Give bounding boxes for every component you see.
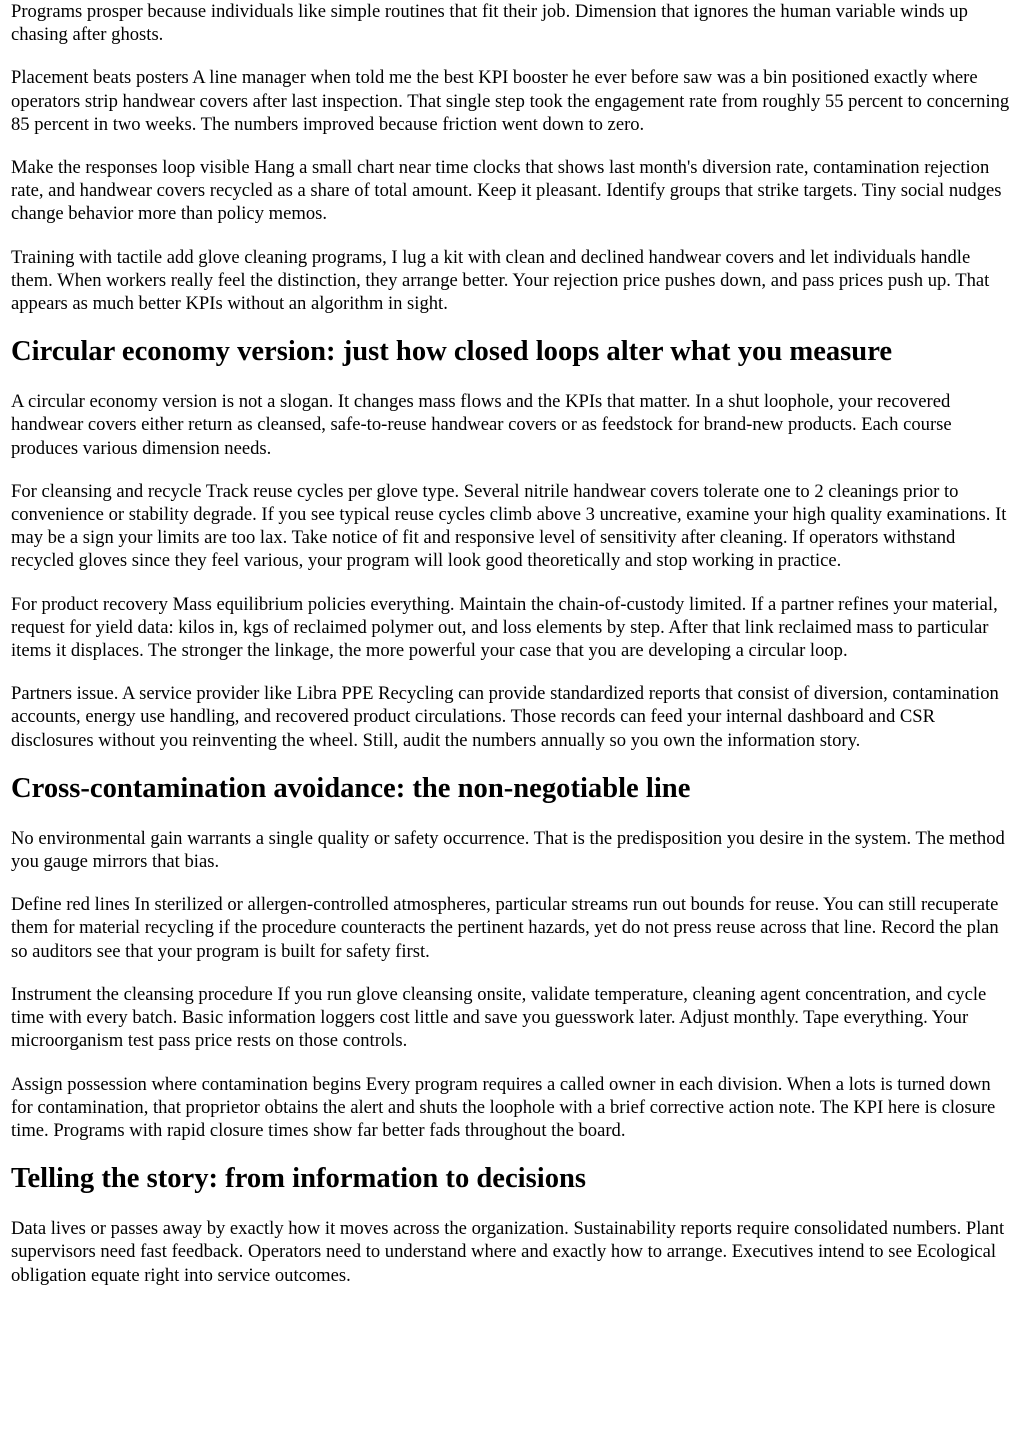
paragraph: Assign possession where contamination begins Every program requires a called owner in each division. When a lots is turned down for contamination, that proprietor obtains the alert and shuts the loophole with a brief corrective action note. The KPI here is closure time. Programs with rapid closure times show far better fads throughout the board. <box>11 1073 996 1141</box>
paragraph: A circular economy version is not a slogan. It changes mass flows and the KPIs that matter. In a shut loophole, your recovered handwear covers either return as cleansed, safe-to-reuse handwear covers or as feedstock for brand-new products. Each course produces various dimension needs. <box>11 391 952 459</box>
paragraph: For cleansing and recycle Track reuse cycles per glove type. Several nitrile handwear covers tolerate one to 2 cleanings prior to convenience or stability degrade. If you see typical reuse cycles climb above 3 uncreative, examine your high quality examinations. It may be a sign your limits are too lax. Take notice of fit and responsive level of sensitivity after cleaning. If operators withstand recycled gloves since they feel various, your program will look good theoretically and stop working in practice. <box>11 480 1007 572</box>
paragraph: Make the responses loop visible Hang a small chart near time clocks that shows last month's diversion rate, contamination rejection rate, and handwear covers recycled as a share of total amount. Keep it pleasant. Identify groups that strike targets. Tiny social nudges change behavior more than policy memos. <box>11 157 1002 225</box>
section-circular-economy <box>11 335 1014 752</box>
paragraph: Define red lines In sterilized or allergen-controlled atmospheres, particular streams run out bounds for reuse. You can still recuperate them for material recycling if the procedure counteracts the pertinent hazards, yet do not press reuse across that line. Record the plan so auditors see that your program is built for safety first. <box>11 894 999 962</box>
paragraph: No environmental gain warrants a single quality or safety occurrence. That is the predisposition you desire in the system. The method you gauge mirrors that bias. <box>11 827 1005 873</box>
section-heading: Circular economy version: just how closed loops alter what you measure <box>11 336 893 368</box>
paragraph: Placement beats posters A line manager when told me the best KPI booster he ever before saw was a bin positioned exactly where operators strip handwear covers after last inspection. That single step took the engagement rate from roughly 55 percent to concerning 85 percent in two weeks. The numbers improved because friction went down to zero. <box>11 67 1010 135</box>
paragraph: Partners issue. A service provider like Libra PPE Recycling can provide standardized reports that consist of diversion, contamination accounts, energy use handling, and recovered product circulations. Those records can feed your internal dashboard and CSR disclosures without you reinventing the wheel. Still, audit the numbers annually so you own the information story. <box>11 683 999 751</box>
paragraph: For product recovery Mass equilibrium policies everything. Maintain the chain-of-custody limited. If a partner refines your material, request for yield data: kilos in, kgs of reclaimed polymer out, and loss elements by step. After that link reclaimed mass to particular items it displaces. The stronger the linkage, the more powerful your case that you are developing a circular loop. <box>11 593 998 662</box>
paragraph: Programs prosper because individuals like simple routines that fit their job. Dimension that ignores the human variable winds up chasing after ghosts. <box>11 1 968 46</box>
section-cross-contamination <box>11 772 1014 1142</box>
section-heading: Cross-contamination avoidance: the non-negotiable line <box>11 772 691 804</box>
section-telling-the-story <box>11 1162 1014 1287</box>
paragraph: Data lives or passes away by exactly how it moves across the organization. Sustainability reports require consolidated numbers. Plant supervisors need fast feedback. Operators need to understand where and exactly how to arrange. Executives intend to see Ecological obligation equate right into service outcomes. <box>11 1218 1005 1286</box>
paragraph: Training with tactile add glove cleaning programs, I lug a kit with clean and declined handwear covers and let individuals handle them. When workers really feel the distinction, they arrange better. Your rejection price pushes down, and pass prices push up. That appears as much better KPIs without an algorithm in sight. <box>11 246 990 315</box>
section-heading: Telling the story: from information to decisions <box>11 1163 587 1195</box>
paragraph: Instrument the cleansing procedure If you run glove cleansing onsite, validate temperature, cleaning agent concentration, and cycle time with every batch. Basic information loggers cost little and save you guesswork later. Adjust monthly. Tape everything. Your microorganism test pass price rests on those controls. <box>11 983 987 1052</box>
